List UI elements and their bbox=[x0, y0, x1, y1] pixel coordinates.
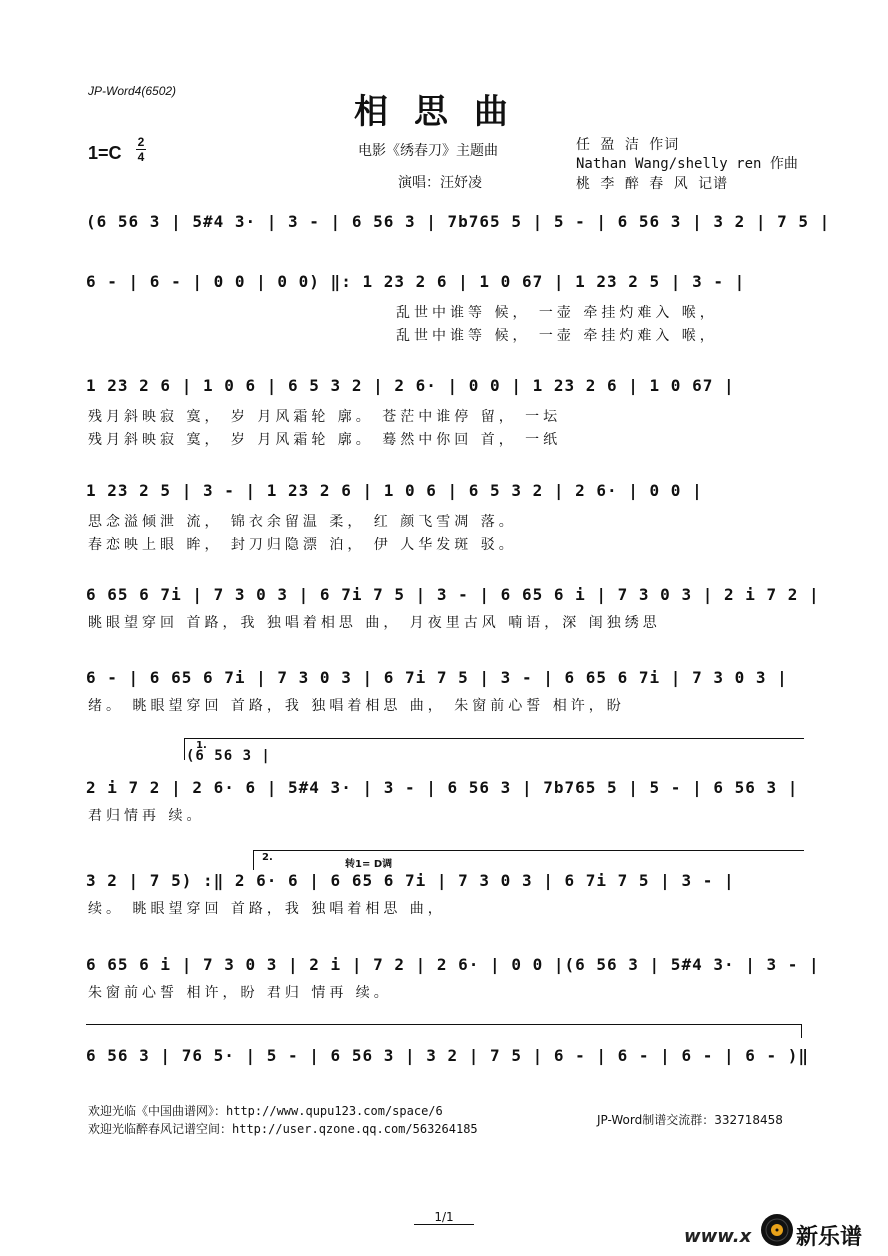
footer-site-link[interactable]: 欢迎光临《中国曲谱网》：http://www.qupu123.com/space/6 bbox=[88, 1104, 443, 1118]
time-signature bbox=[136, 136, 146, 163]
lyrics-line-7: 君归情再 续。 bbox=[88, 808, 205, 824]
subtitle: 电影《绣春刀》主题曲 bbox=[358, 143, 498, 159]
score-line-2: 6 - | 6 - | 0 0 | 0 0) ‖: 1 23 2 6 | 1 0 67 | 1 23 2 5 | 3 - | bbox=[86, 272, 746, 291]
final-line-edge bbox=[801, 1024, 802, 1038]
lyrics-line-5: 眺眼望穿回 首路，我 独唱着相思 曲， 月夜里古风 喃语，深 闺独绣思 bbox=[88, 615, 661, 631]
score-line-4: 1 23 2 5 | 3 - | 1 23 2 6 | 1 0 6 | 6 5 3 2 | 2 6· | 0 0 | bbox=[86, 481, 703, 500]
key-change: 转1= D调 bbox=[345, 859, 393, 870]
score-line-5: 6 65 6 7i | 7 3 0 3 | 6 7i 7 5 | 3 - | 6 65 6 i | 7 3 0 3 | 2 i 7 2 | bbox=[86, 585, 820, 604]
vinyl-record-icon bbox=[760, 1213, 794, 1247]
score-line-8: 3 2 | 7 5) :‖ 2 6· 6 | 6 65 6 7i | 7 3 0 3 | 6 7i 7 5 | 3 - | bbox=[86, 871, 735, 890]
singer-credit: 演唱：汪妤凌 bbox=[398, 175, 482, 191]
score-line-1: (6 56 3 | 5#4 3· | 3 - | 6 56 3 | 7b765 5 | 5 - | 6 56 3 | 3 2 | 7 5 | bbox=[86, 212, 831, 231]
volta-2-edge bbox=[253, 850, 254, 870]
lyrics-line-2b: 乱世中谁等 候， 一壶 牵挂灼难入 喉， bbox=[396, 328, 718, 344]
meter-top: 2 bbox=[137, 135, 145, 149]
page-number-text: 1/1 bbox=[414, 1210, 473, 1225]
watermark-brand: 新乐谱 bbox=[796, 1225, 863, 1250]
volta-2-bracket bbox=[253, 850, 804, 851]
volta-1-edge bbox=[184, 738, 185, 760]
final-line-bracket bbox=[86, 1024, 802, 1025]
lyrics-line-8: 续。 眺眼望穿回 首路，我 独唱着相思 曲， bbox=[88, 901, 446, 917]
page-number bbox=[0, 1210, 888, 1224]
software-tag: JP-Word4(6502) bbox=[88, 84, 177, 98]
lyrics-line-3b: 残月斜映寂 寞， 岁 月风霜轮 廓。 蓦然中你回 首， 一纸 bbox=[88, 432, 562, 448]
volta-1-bracket bbox=[184, 738, 804, 739]
lyrics-line-4b: 春恋映上眼 眸， 封刀归隐漂 泊， 伊 人华发斑 驳。 bbox=[88, 537, 517, 553]
meter-bottom: 4 bbox=[137, 150, 145, 164]
volta-1-label: 1. bbox=[196, 740, 207, 751]
lyrics-line-3a: 残月斜映寂 寞， 岁 月风霜轮 廓。 苍茫中谁停 留， 一坛 bbox=[88, 409, 562, 425]
score-line-10: 6 56 3 | 76 5· | 5 - | 6 56 3 | 3 2 | 7 5 | 6 - | 6 - | 6 - | 6 - )‖ bbox=[86, 1046, 810, 1065]
score-line-3: 1 23 2 6 | 1 0 6 | 6 5 3 2 | 2 6· | 0 0 | 1 23 2 6 | 1 0 67 | bbox=[86, 376, 735, 395]
volta-1-notes: (6 56 3 | bbox=[186, 748, 271, 764]
score-line-9: 6 65 6 i | 7 3 0 3 | 2 i | 7 2 | 2 6· | 0 0 |(6 56 3 | 5#4 3· | 3 - | bbox=[86, 955, 820, 974]
lyrics-line-2a: 乱世中谁等 候， 一壶 牵挂灼难入 喉， bbox=[396, 305, 718, 321]
lyrics-line-6: 绪。 眺眼望穿回 首路，我 独唱着相思 曲， 朱窗前心誓 相许，盼 bbox=[88, 698, 625, 714]
footer-space-link[interactable]: 欢迎光临醉春风记谱空间：http://user.qzone.qq.com/563264185 bbox=[88, 1122, 478, 1136]
song-title: 相思曲 bbox=[354, 92, 534, 132]
volta-2-label: 2. bbox=[262, 852, 273, 863]
score-line-7: 2 i 7 2 | 2 6· 6 | 5#4 3· | 3 - | 6 56 3 | 7b765 5 | 5 - | 6 56 3 | bbox=[86, 778, 799, 797]
transcriber-credit: 桃 李 醉 春 风 记谱 bbox=[576, 176, 729, 192]
composer-credit: Nathan Wang/shelly ren 作曲 bbox=[576, 156, 798, 172]
lyrics-line-9: 朱窗前心誓 相许，盼 君归 情再 续。 bbox=[88, 985, 392, 1001]
footer-group: JP-Word制谱交流群：332718458 bbox=[597, 1113, 783, 1127]
lyrics-line-4a: 思念溢倾泄 流， 锦衣余留温 柔， 红 颜飞雪凋 落。 bbox=[88, 514, 517, 530]
lyricist-credit: 任 盈 洁 作词 bbox=[576, 137, 680, 153]
key-signature: 1=C bbox=[88, 143, 122, 163]
watermark-url: www.x bbox=[684, 1226, 752, 1247]
score-line-6: 6 - | 6 65 6 7i | 7 3 0 3 | 6 7i 7 5 | 3 - | 6 65 6 7i | 7 3 0 3 | bbox=[86, 668, 788, 687]
